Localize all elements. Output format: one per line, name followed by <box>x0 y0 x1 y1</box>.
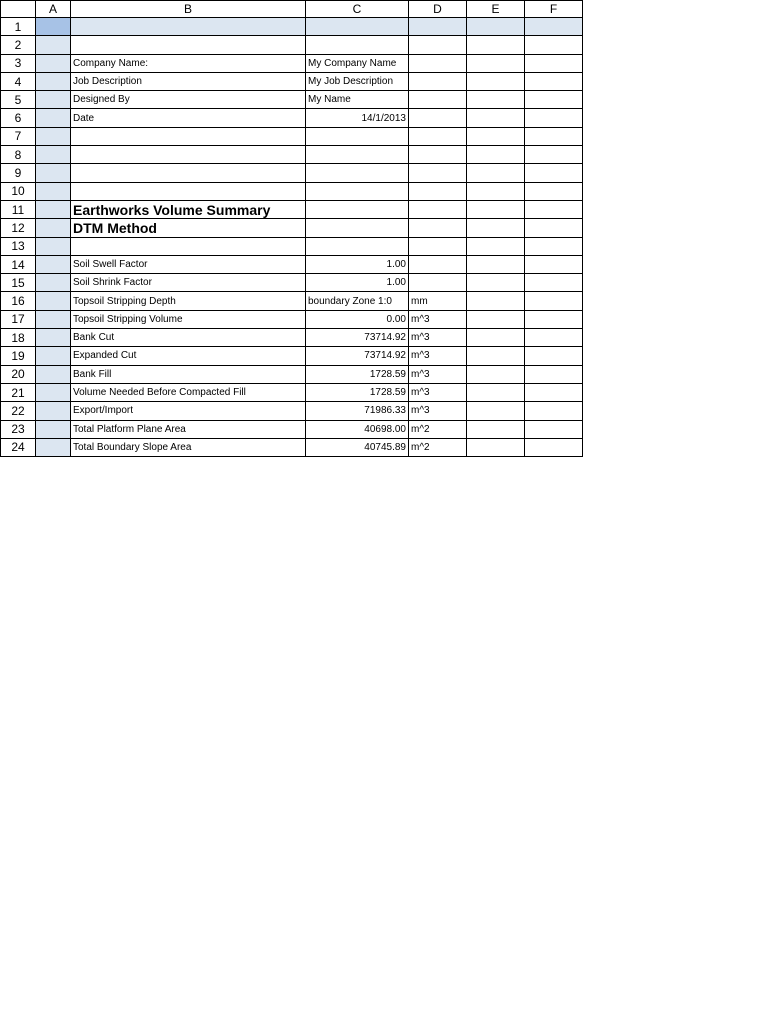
row-header[interactable]: 1 <box>1 18 36 36</box>
cell-c[interactable]: 1.00 <box>306 255 409 273</box>
cell-b[interactable]: Bank Fill <box>71 365 306 383</box>
cell-c[interactable] <box>306 200 409 218</box>
row-header[interactable]: 22 <box>1 402 36 420</box>
row-header[interactable]: 13 <box>1 237 36 255</box>
cell-d[interactable]: m^3 <box>409 310 467 328</box>
cell-a[interactable] <box>36 292 71 310</box>
cell-e[interactable] <box>467 200 525 218</box>
cell-e[interactable] <box>467 182 525 200</box>
sheet-row <box>1 329 583 347</box>
cell-e[interactable] <box>467 365 525 383</box>
column-header-e[interactable]: E <box>467 1 525 18</box>
row-header[interactable]: 4 <box>1 72 36 90</box>
cell-c[interactable]: 73714.92 <box>306 347 409 365</box>
row-header[interactable]: 23 <box>1 420 36 438</box>
cell-f[interactable] <box>525 219 583 237</box>
cell-d[interactable] <box>409 237 467 255</box>
row-header[interactable]: 10 <box>1 182 36 200</box>
cell-e[interactable] <box>467 420 525 438</box>
cell-e[interactable] <box>467 329 525 347</box>
column-header-b[interactable]: B <box>71 1 306 18</box>
cell-c[interactable]: My Job Description <box>306 72 409 90</box>
row-header[interactable]: 6 <box>1 109 36 127</box>
sheet-row <box>1 146 583 164</box>
row-header[interactable]: 14 <box>1 255 36 273</box>
row-header[interactable]: 18 <box>1 329 36 347</box>
sheet-row <box>1 182 583 200</box>
cell-f[interactable] <box>525 365 583 383</box>
cell-b[interactable]: Export/Import <box>71 402 306 420</box>
cell-a[interactable] <box>36 219 71 237</box>
row-header[interactable]: 11 <box>1 200 36 218</box>
sheet-row <box>1 18 583 36</box>
row-header[interactable]: 15 <box>1 274 36 292</box>
cell-f[interactable] <box>525 402 583 420</box>
cell-c[interactable] <box>306 164 409 182</box>
cell-e[interactable] <box>467 255 525 273</box>
cell-a[interactable] <box>36 274 71 292</box>
sheet-row <box>1 36 583 54</box>
cell-e[interactable] <box>467 402 525 420</box>
cell-d[interactable]: m^2 <box>409 420 467 438</box>
row-header[interactable]: 3 <box>1 54 36 72</box>
cell-f[interactable] <box>525 383 583 401</box>
cell-e[interactable] <box>467 127 525 145</box>
cell-a[interactable] <box>36 91 71 109</box>
cell-f[interactable] <box>525 292 583 310</box>
column-header-d[interactable]: D <box>409 1 467 18</box>
cell-e[interactable] <box>467 109 525 127</box>
cell-e[interactable] <box>467 310 525 328</box>
cell-d[interactable] <box>409 255 467 273</box>
sheet-row <box>1 72 583 90</box>
cell-c[interactable]: 71986.33 <box>306 402 409 420</box>
cell-c[interactable] <box>306 146 409 164</box>
sheet-row <box>1 91 583 109</box>
cell-a[interactable] <box>36 200 71 218</box>
cell-e[interactable] <box>467 164 525 182</box>
cell-d[interactable] <box>409 109 467 127</box>
sheet-row <box>1 109 583 127</box>
cell-d[interactable] <box>409 146 467 164</box>
cell-b[interactable]: Designed By <box>71 91 306 109</box>
sheet-row <box>1 127 583 145</box>
cell-f[interactable] <box>525 18 583 36</box>
cell-b[interactable]: Bank Cut <box>71 329 306 347</box>
sheet-row <box>1 255 583 273</box>
sheet-row <box>1 365 583 383</box>
cell-d[interactable]: m^3 <box>409 365 467 383</box>
sheet-row <box>1 420 583 438</box>
row-header[interactable]: 5 <box>1 91 36 109</box>
cell-e[interactable] <box>467 438 525 456</box>
cell-a[interactable] <box>36 182 71 200</box>
cell-a[interactable] <box>36 329 71 347</box>
cell-b[interactable] <box>71 237 306 255</box>
cell-f[interactable] <box>525 109 583 127</box>
sheet-row <box>1 54 583 72</box>
row-header[interactable]: 19 <box>1 347 36 365</box>
sheet-row <box>1 200 583 218</box>
cell-a[interactable] <box>36 146 71 164</box>
cell-d[interactable] <box>409 72 467 90</box>
cell-e[interactable] <box>467 383 525 401</box>
cell-d[interactable] <box>409 127 467 145</box>
cell-d[interactable]: m^3 <box>409 329 467 347</box>
select-all-corner[interactable] <box>1 1 36 18</box>
cell-e[interactable] <box>467 36 525 54</box>
cell-b[interactable]: Topsoil Stripping Volume <box>71 310 306 328</box>
column-header-c[interactable]: C <box>306 1 409 18</box>
cell-f[interactable] <box>525 127 583 145</box>
cell-d[interactable] <box>409 164 467 182</box>
spreadsheet-grid <box>0 0 583 457</box>
sheet-row <box>1 402 583 420</box>
cell-b[interactable]: Soil Swell Factor <box>71 255 306 273</box>
cell-b[interactable]: Job Description <box>71 72 306 90</box>
cell-d[interactable] <box>409 54 467 72</box>
cell-f[interactable] <box>525 146 583 164</box>
sheet-row <box>1 383 583 401</box>
cell-a[interactable] <box>36 310 71 328</box>
cell-a[interactable] <box>36 237 71 255</box>
cell-c[interactable] <box>306 182 409 200</box>
cell-f[interactable] <box>525 255 583 273</box>
sheet-row <box>1 438 583 456</box>
row-header[interactable]: 16 <box>1 292 36 310</box>
cell-c[interactable]: 40698.00 <box>306 420 409 438</box>
cell-d[interactable] <box>409 91 467 109</box>
cell-d[interactable] <box>409 200 467 218</box>
cell-f[interactable] <box>525 274 583 292</box>
cell-d[interactable] <box>409 219 467 237</box>
cell-c[interactable]: 14/1/2013 <box>306 109 409 127</box>
cell-d[interactable]: m^3 <box>409 383 467 401</box>
cell-a[interactable] <box>36 438 71 456</box>
cell-e[interactable] <box>467 18 525 36</box>
cell-c[interactable]: 73714.92 <box>306 329 409 347</box>
cell-c[interactable]: 1728.59 <box>306 365 409 383</box>
cell-c[interactable] <box>306 237 409 255</box>
cell-f[interactable] <box>525 182 583 200</box>
cell-b[interactable]: DTM Method <box>71 219 306 237</box>
cell-f[interactable] <box>525 91 583 109</box>
cell-f[interactable] <box>525 72 583 90</box>
cell-b[interactable]: Expanded Cut <box>71 347 306 365</box>
cell-f[interactable] <box>525 420 583 438</box>
cell-f[interactable] <box>525 36 583 54</box>
row-header[interactable]: 8 <box>1 146 36 164</box>
cell-b[interactable]: Total Boundary Slope Area <box>71 438 306 456</box>
row-header[interactable]: 9 <box>1 164 36 182</box>
cell-c[interactable]: My Company Name <box>306 54 409 72</box>
cell-a[interactable] <box>36 54 71 72</box>
cell-b[interactable]: Company Name: <box>71 54 306 72</box>
cell-c[interactable]: 40745.89 <box>306 438 409 456</box>
cell-f[interactable] <box>525 347 583 365</box>
cell-b[interactable]: Earthworks Volume Summary <box>71 200 306 218</box>
cell-b[interactable]: Soil Shrink Factor <box>71 274 306 292</box>
cell-c[interactable] <box>306 18 409 36</box>
cell-f[interactable] <box>525 329 583 347</box>
cell-d[interactable]: m^3 <box>409 402 467 420</box>
cell-d[interactable]: m^2 <box>409 438 467 456</box>
column-header-f[interactable]: F <box>525 1 583 18</box>
cell-b[interactable] <box>71 182 306 200</box>
cell-c[interactable]: 0.00 <box>306 310 409 328</box>
cell-f[interactable] <box>525 310 583 328</box>
cell-c[interactable]: boundary Zone 1:0 <box>306 292 409 310</box>
sheet-row <box>1 164 583 182</box>
cell-e[interactable] <box>467 237 525 255</box>
cell-b[interactable]: Volume Needed Before Compacted Fill <box>71 383 306 401</box>
cell-e[interactable] <box>467 54 525 72</box>
sheet-row <box>1 310 583 328</box>
column-header-row <box>1 1 583 18</box>
cell-b[interactable] <box>71 18 306 36</box>
cell-a[interactable] <box>36 109 71 127</box>
cell-d[interactable] <box>409 182 467 200</box>
cell-a[interactable] <box>36 72 71 90</box>
cell-c[interactable] <box>306 219 409 237</box>
cell-d[interactable]: m^3 <box>409 347 467 365</box>
sheet-row <box>1 292 583 310</box>
cell-b[interactable] <box>71 164 306 182</box>
cell-b[interactable] <box>71 36 306 54</box>
cell-e[interactable] <box>467 91 525 109</box>
cell-d[interactable] <box>409 274 467 292</box>
cell-a[interactable] <box>36 383 71 401</box>
cell-c[interactable] <box>306 36 409 54</box>
row-header[interactable]: 24 <box>1 438 36 456</box>
cell-d[interactable] <box>409 36 467 54</box>
row-header[interactable]: 2 <box>1 36 36 54</box>
cell-b[interactable]: Total Platform Plane Area <box>71 420 306 438</box>
cell-a[interactable] <box>36 127 71 145</box>
column-header-a[interactable]: A <box>36 1 71 18</box>
cell-c[interactable]: 1728.59 <box>306 383 409 401</box>
cell-d[interactable]: mm <box>409 292 467 310</box>
cell-f[interactable] <box>525 438 583 456</box>
cell-c[interactable]: My Name <box>306 91 409 109</box>
cell-a[interactable] <box>36 164 71 182</box>
cell-b[interactable] <box>71 146 306 164</box>
cell-a[interactable] <box>36 402 71 420</box>
cell-e[interactable] <box>467 146 525 164</box>
cell-d[interactable] <box>409 18 467 36</box>
cell-a[interactable] <box>36 420 71 438</box>
cell-a[interactable] <box>36 347 71 365</box>
cell-b[interactable]: Date <box>71 109 306 127</box>
cell-c[interactable]: 1.00 <box>306 274 409 292</box>
sheet-row <box>1 347 583 365</box>
cell-c[interactable] <box>306 127 409 145</box>
row-header[interactable]: 20 <box>1 365 36 383</box>
row-header[interactable]: 17 <box>1 310 36 328</box>
cell-a[interactable] <box>36 36 71 54</box>
cell-b[interactable]: Topsoil Stripping Depth <box>71 292 306 310</box>
cell-e[interactable] <box>467 219 525 237</box>
row-header[interactable]: 21 <box>1 383 36 401</box>
active-cell[interactable] <box>36 18 71 36</box>
cell-e[interactable] <box>467 274 525 292</box>
cell-e[interactable] <box>467 347 525 365</box>
cell-f[interactable] <box>525 54 583 72</box>
row-header[interactable]: 12 <box>1 219 36 237</box>
sheet-row <box>1 219 583 237</box>
cell-e[interactable] <box>467 292 525 310</box>
cell-f[interactable] <box>525 164 583 182</box>
cell-a[interactable] <box>36 365 71 383</box>
row-header[interactable]: 7 <box>1 127 36 145</box>
cell-f[interactable] <box>525 200 583 218</box>
sheet-row <box>1 237 583 255</box>
cell-b[interactable] <box>71 127 306 145</box>
cell-e[interactable] <box>467 72 525 90</box>
sheet-row <box>1 274 583 292</box>
cell-f[interactable] <box>525 237 583 255</box>
cell-a[interactable] <box>36 255 71 273</box>
